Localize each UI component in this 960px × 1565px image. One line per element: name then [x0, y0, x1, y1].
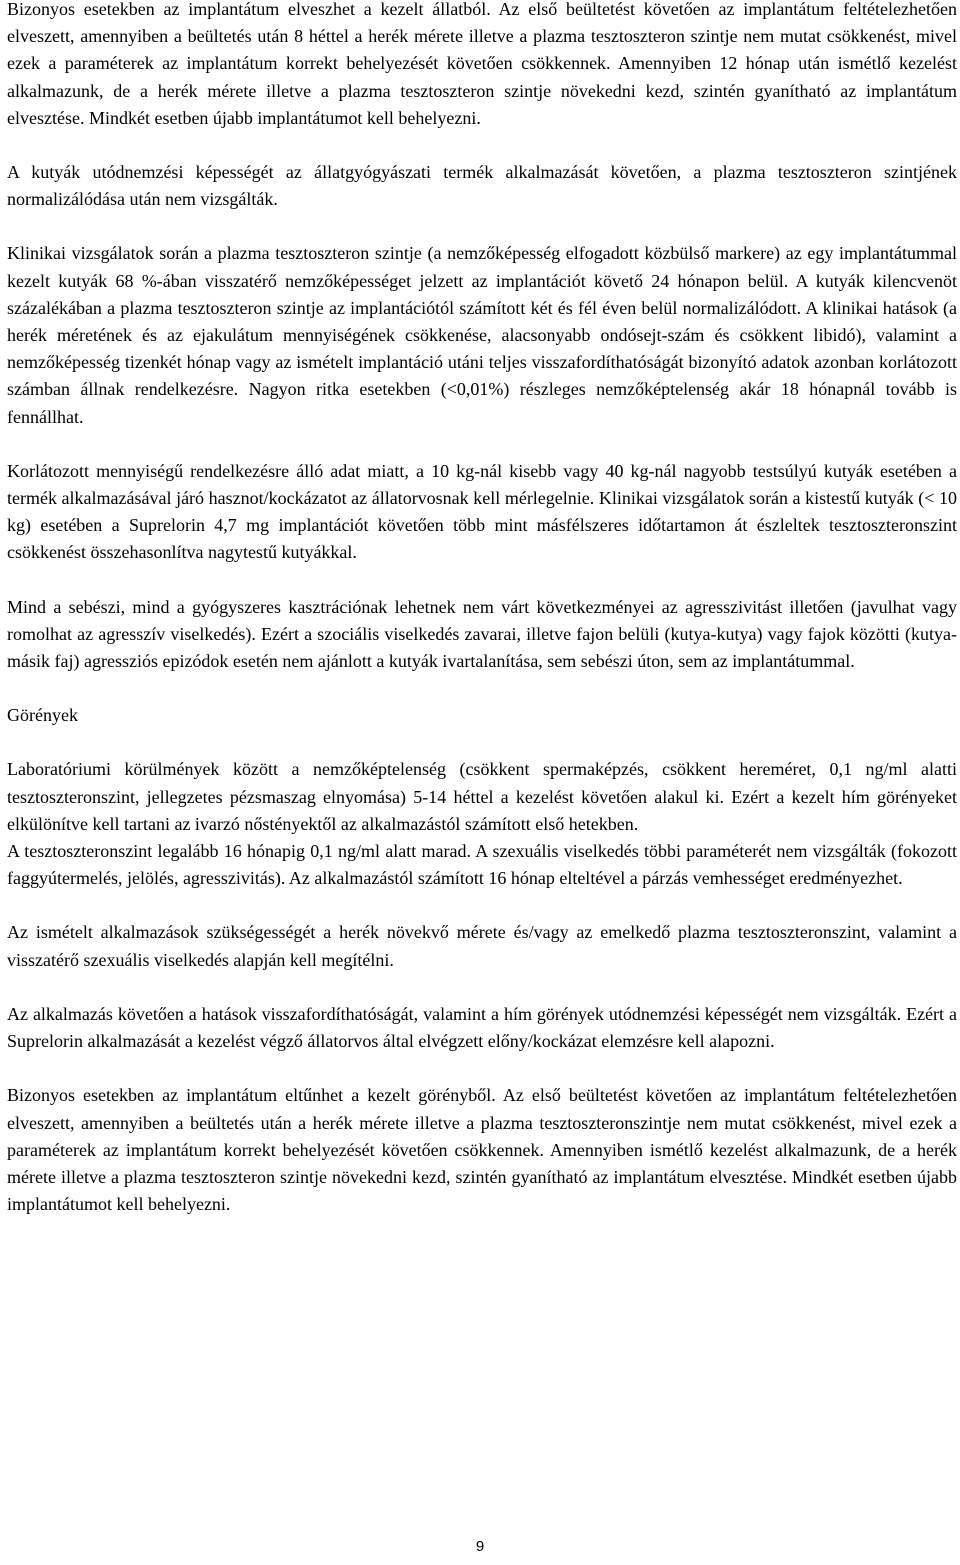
paragraph-ferret-implant-loss: Bizonyos esetekben az implantátum eltűnhet a kezelt görényből. Az első beültetést követően az implantátum feltételezhetően elveszett, amennyiben a beültetés után a herék mérete illetve a plazma tesztoszteronszintje nem mutat csökkenést, mivel ezek a paraméterek az implantátum korrekt behelyezését követően csökkennek. Amennyiben ismétlő kezelést alkalmazunk, de a herék mérete illetve a plazma tesztoszteron szintje növekedni kezd, szintén gyanítható az implantátum elvesztése. Mindkét esetben újabb implantátumot kell behelyezni.: [7, 1085, 957, 1215]
paragraph-body-weight: Korlátozott mennyiségű rendelkezésre álló adat miatt, a 10 kg-nál kisebb vagy 40 kg-nál nagyobb testsúlyú kutyák esetében a termék alkalmazásával járó hasznot/kockázatot az állatorvosnak kell mérlegelnie. Klinikai vizsgálatok során a kistestű kutyák (< 10 kg) esetében a Suprelorin 4,7 mg implantációt követően több mint másfélszeres időtartamon át észleltek tesztoszteronszint csökkenést összehasonlítva nagytestű kutyákkal.: [7, 460, 957, 563]
paragraph-implant-loss-dogs: Bizonyos esetekben az implantátum elveszhet a kezelt állatból. Az első beültetést követően az implantátum feltételezhetően elveszett, amennyiben a beültetés után 8 héttel a herék mérete illetve a plazma tesztoszteron szintje nem mutat csökkenést, mivel ezek a paraméterek az implantátum korrekt behelyezését követően csökkennek. Amennyiben 12 hónap után ismétlő kezelést alkalmazunk, de a herék mérete illetve a plazma tesztoszteron szintje növekedni kezd, szintén gyanítható az implantátum elvesztése. Mindkét esetben újabb implantátumot kell behelyezni.: [7, 0, 957, 128]
paragraph-aggression: Mind a sebészi, mind a gyógyszeres kasztrációnak lehetnek nem várt következményei az agresszivitást illetően (javulhat vagy romolhat az agresszív viselkedés). Ezért a szociális viselkedés zavarai, illetve fajon belüli (kutya-kutya) vagy fajok közötti (kutya-másik faj) agressziós epizódok esetén nem ajánlott a kutyák ivartalanítása, sem sebészi úton, sem az implantátummal.: [7, 596, 957, 672]
paragraph-ferret-testosterone: A tesztoszteronszint legalább 16 hónapig 0,1 ng/ml alatt marad. A szexuális viselkedés többi paraméterét nem vizsgálták (fokozott faggyútermelés, jelölés, agresszivitás). Az alkalmazástól számított 16 hónap elteltével a párzás vemhességet eredményezhet.: [7, 841, 957, 889]
page-number: 9: [475, 1538, 485, 1555]
paragraph-fertility-not-studied: A kutyák utódnemzési képességét az állatgyógyászati termék alkalmazását követően, a plazma tesztoszteron szintjének normalizálódása után nem vizsgálták.: [7, 162, 957, 210]
paragraph-ferret-repeat-treatment: Az ismételt alkalmazások szükségességét a herék növekvő mérete és/vagy az emelkedő plazma tesztoszteronszint, valamint a visszatérő szexuális viselkedés alapján kell megítélni.: [7, 922, 957, 970]
paragraph-clinical-studies: Klinikai vizsgálatok során a plazma tesztoszteron szintje (a nemzőképesség elfogadott közbülső markere) az egy implantátummal kezelt kutyák 68 %-ában visszatérő nemzőképességet jelzett az implantációt követő 24 hónapon belül. A kutyák kilencvenöt százalékában a plazma tesztoszteron szintje az implantációtól számított két és fél éven belül normalizálódott. A klinikai hatások (a herék méretének és az ejakulátum mennyiségének csökkenése, alacsonyabb ondósejt-szám és csökkent libidó), valamint a nemzőképesség tizenkét hónap vagy az ismételt implantáció utáni teljes visszafordíthatóságát bizonyító adatok azonban korlátozott számban állnak rendelkezésre. Nagyon ritka esetekben (<0,01%) részleges nemzőképtelenség akár 18 hónapnál tovább is fennállhat.: [7, 243, 957, 427]
paragraph-ferret-infertility: Laboratóriumi körülmények között a nemzőképtelenség (csökkent spermaképzés, csökkent hereméret, 0,1 ng/ml alatti tesztoszteronszint, jellegzetes pézsmaszag elnyomása) 5-14 héttel a kezelést követően alakul ki. Ezért a kezelt hím görényeket elkülönítve kell tartani az ivarzó nőstényektől az alkalmazástól számított első hetekben.: [7, 759, 957, 834]
document-page: [7, 0, 957, 1245]
section-heading-ferrets: Görények: [7, 705, 78, 726]
paragraph-ferret-reversibility: Az alkalmazás követően a hatások visszafordíthatóságát, valamint a hím görények utódnemzési képességét nem vizsgálták. Ezért a Suprelorin alkalmazását a kezelést végző állatorvos által elvégzett előny/kockázat elemzésre kell alapozni.: [7, 1003, 957, 1052]
